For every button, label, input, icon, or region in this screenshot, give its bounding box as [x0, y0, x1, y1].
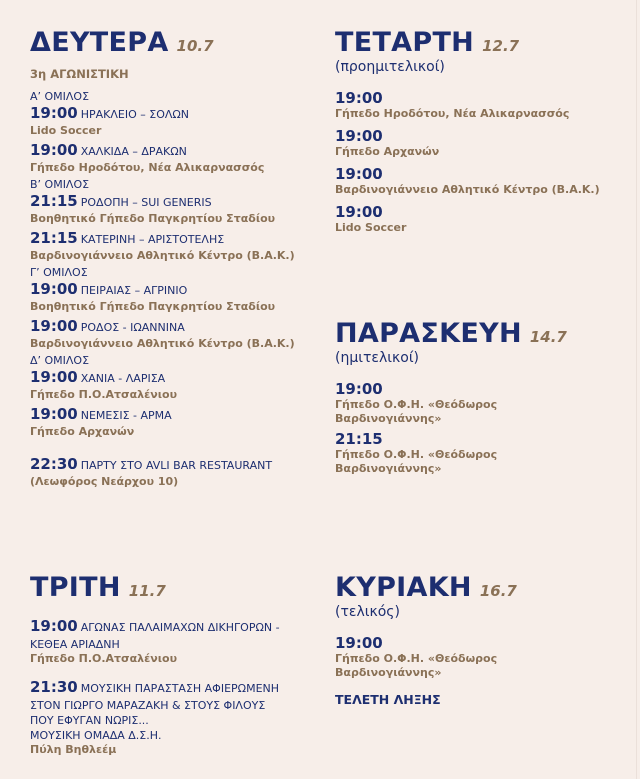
match	[335, 380, 625, 426]
day-wednesday	[335, 27, 625, 238]
match-venue: Βαρδινογιάννειο Αθλητικό Κέντρο (Β.Α.Κ.)	[335, 183, 600, 196]
match-venue: Γήπεδο Αρχανών	[335, 145, 440, 158]
group-label: Α’ ΟΜΙΛΟΣ	[30, 90, 90, 103]
match-time: 19:00	[335, 127, 383, 145]
match-venue: Βαρδινογιάννειο Αθλητικό Κέντρο (Β.Α.Κ.)	[30, 337, 295, 350]
day-date: 14.7	[529, 328, 567, 346]
match-time: 21:15	[30, 229, 78, 247]
match-venue: Γήπεδο Ηροδότου, Νέα Αλικαρνασσός	[335, 107, 570, 120]
group-a	[30, 90, 320, 175]
match-venue: Γήπεδο Ηροδότου, Νέα Αλικαρνασσός	[30, 161, 265, 174]
match-venue-line: Γήπεδο Ο.Φ.Η. «Θεόδωρος	[335, 448, 498, 461]
day-name: ΚΥΡΙΑΚΗ	[335, 572, 472, 603]
match-time: 19:00	[335, 203, 383, 221]
match-time: 19:00	[30, 280, 78, 298]
day-header	[30, 572, 320, 603]
frame-border	[636, 0, 637, 779]
match	[30, 280, 320, 314]
match	[30, 368, 320, 402]
event	[30, 678, 320, 757]
match-teams: ΗΡΑΚΛΕΙΟ – ΣΟΛΩΝ	[80, 108, 190, 121]
match-time: 19:00	[335, 89, 383, 107]
match-venue: Βοηθητικό Γήπεδο Παγκρητίου Σταδίου	[30, 212, 276, 225]
round-title: 3η ΑΓΩΝΙΣΤΙΚΗ	[30, 67, 129, 81]
match-venue-line: Βαρδινογιάννης»	[335, 412, 442, 425]
match	[335, 203, 625, 235]
match	[30, 192, 320, 226]
match-teams: ΡΟΔΟΣ - ΙΩΑΝΝΙΝΑ	[80, 321, 185, 334]
match	[30, 317, 320, 351]
day-date: 10.7	[176, 37, 214, 55]
closing-ceremony: ΤΕΛΕΤΗ ΛΗΞΗΣ	[335, 692, 441, 707]
event-line: ΠΟΥ ΕΦΥΓΑΝ ΝΩΡΙΣ...	[30, 714, 149, 727]
match-time: 19:00	[30, 141, 78, 159]
day-friday	[335, 318, 625, 479]
event-line: ΑΓΩΝΑΣ ΠΑΛΑΙΜΑΧΩΝ ΔΙΚΗΓΟΡΩΝ -	[80, 621, 280, 634]
match-teams: ΝΕΜΕΣΙΣ - ΑΡΜΑ	[80, 409, 172, 422]
match	[30, 104, 320, 138]
event-line: ΣΤΟΝ ΓΙΩΡΓΟ ΜΑΡΑΖΑΚΗ & ΣΤΟΥΣ ΦΙΛΟΥΣ	[30, 699, 266, 712]
match-time: 19:00	[30, 104, 78, 122]
match-venue-line: Γήπεδο Ο.Φ.Η. «Θεόδωρος	[335, 652, 498, 665]
stage-label: (προημιτελικοί)	[335, 59, 445, 75]
match-venue: Βοηθητικό Γήπεδο Παγκρητίου Σταδίου	[30, 300, 276, 313]
event-time: 21:30	[30, 678, 78, 696]
match	[335, 127, 625, 159]
group-b	[30, 178, 320, 263]
event-line: ΚΕΘΕΑ ΑΡΙΑΔΝΗ	[30, 638, 120, 651]
day-sunday	[335, 572, 625, 707]
group-d	[30, 354, 320, 439]
day-header	[335, 572, 625, 603]
match-time: 19:00	[335, 634, 383, 652]
match-teams: ΧΑΝΙΑ - ΛΑΡΙΣΑ	[80, 372, 166, 385]
match-teams: ΠΕΙΡΑΙΑΣ – ΑΓΡΙΝΙΟ	[80, 284, 188, 297]
group-label: Γ’ ΟΜΙΛΟΣ	[30, 266, 88, 279]
day-name: ΤΕΤΑΡΤΗ	[335, 27, 475, 58]
match	[30, 405, 320, 439]
event-line: ΜΟΥΣΙΚΗ ΟΜΑΔΑ Δ.Σ.Η.	[30, 729, 162, 742]
stage-label: (τελικός)	[335, 604, 400, 620]
match-venue: Γήπεδο Π.Ο.Ατσαλένιου	[30, 388, 178, 401]
match-time: 19:00	[335, 165, 383, 183]
match-time: 19:00	[30, 405, 78, 423]
day-date: 16.7	[479, 582, 517, 600]
match-time: 19:00	[30, 368, 78, 386]
day-tuesday	[30, 572, 320, 760]
match	[335, 89, 625, 121]
day-header	[335, 318, 625, 349]
match-teams: ΡΟΔΟΠΗ – SUI GENERIS	[80, 196, 212, 209]
match-time: 21:15	[30, 192, 78, 210]
event-line: ΜΟΥΣΙΚΗ ΠΑΡΑΣΤΑΣΗ ΑΦΙΕΡΩΜΕΝΗ	[80, 682, 280, 695]
event-time: 22:30	[30, 455, 78, 473]
group-label: Β’ ΟΜΙΛΟΣ	[30, 178, 90, 191]
event-time: 19:00	[30, 617, 78, 635]
match	[335, 634, 625, 680]
match-venue-line: Βαρδινογιάννης»	[335, 462, 442, 475]
day-monday	[30, 27, 320, 492]
event-venue: (Λεωφόρος Νεάρχου 10)	[30, 475, 179, 488]
event-venue: Πύλη Βηθλεέμ	[30, 743, 117, 756]
match	[335, 165, 625, 197]
match-teams: ΧΑΛΚΙΔΑ – ΔΡΑΚΩΝ	[80, 145, 187, 158]
event-venue: Γήπεδο Π.Ο.Ατσαλένιου	[30, 652, 178, 665]
day-date: 11.7	[128, 582, 166, 600]
match-time: 19:00	[30, 317, 78, 335]
match-venue-line: Βαρδινογιάννης»	[335, 666, 442, 679]
match-time: 21:15	[335, 430, 383, 448]
group-c	[30, 266, 320, 351]
day-header	[335, 27, 625, 58]
day-name: ΤΡΙΤΗ	[30, 572, 121, 603]
day-header	[30, 27, 320, 58]
match-venue: Γήπεδο Αρχανών	[30, 425, 135, 438]
group-label: Δ’ ΟΜΙΛΟΣ	[30, 354, 90, 367]
event	[30, 617, 320, 666]
match	[30, 141, 320, 175]
day-date: 12.7	[482, 37, 520, 55]
event-title: ΠΑΡΤΥ ΣΤΟ AVLI BAR RESTAURANT	[80, 459, 273, 472]
day-name: ΠΑΡΑΣΚΕΥΗ	[335, 318, 522, 349]
match-teams: ΚΑΤΕΡΙΝΗ – ΑΡΙΣΤΟΤΕΛΗΣ	[80, 233, 225, 246]
day-name: ΔΕΥΤΕΡΑ	[30, 27, 169, 58]
match	[30, 229, 320, 263]
match-venue: Lido Soccer	[30, 124, 102, 137]
match-venue-line: Γήπεδο Ο.Φ.Η. «Θεόδωρος	[335, 398, 498, 411]
match-venue: Βαρδινογιάννειο Αθλητικό Κέντρο (Β.Α.Κ.)	[30, 249, 295, 262]
match-venue: Lido Soccer	[335, 221, 407, 234]
party-event	[30, 455, 320, 489]
match	[335, 430, 625, 476]
stage-label: (ημιτελικοί)	[335, 350, 420, 366]
match-time: 19:00	[335, 380, 383, 398]
